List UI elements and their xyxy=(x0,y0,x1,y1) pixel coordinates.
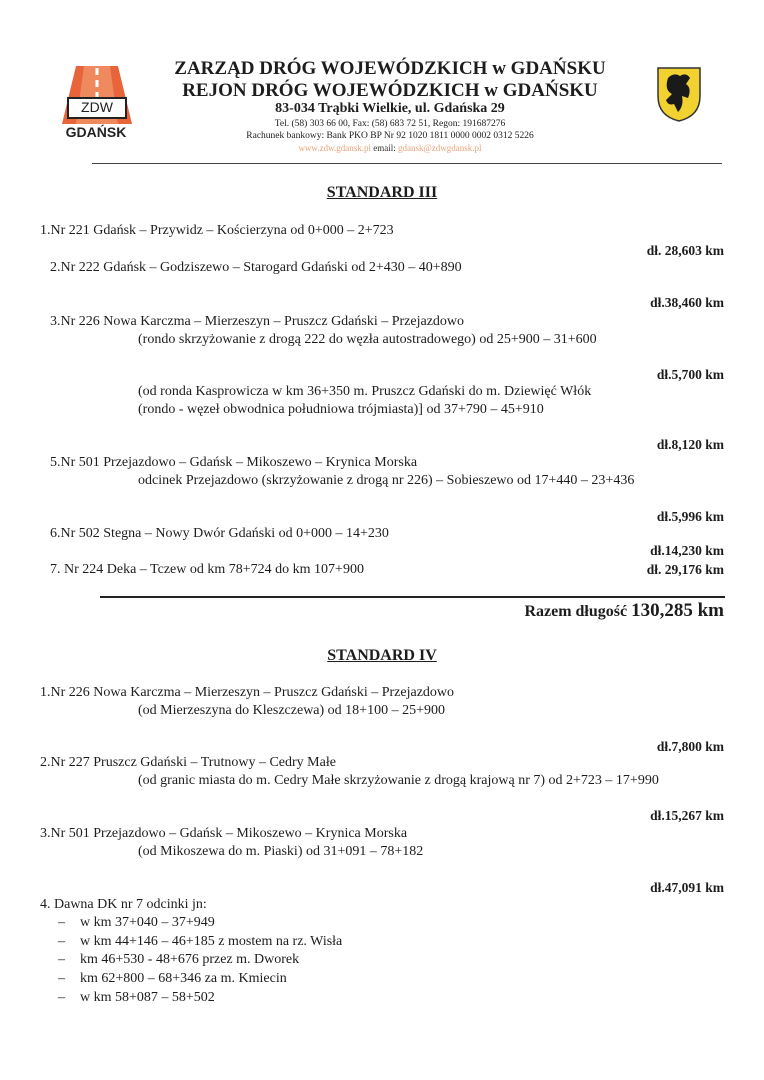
list-item: 3.Nr 226 Nowa Karczma – Mierzeszyn – Pruszcz Gdański – Przejazdowo xyxy=(50,314,465,329)
list-item: 1.Nr 226 Nowa Karczma – Mierzeszyn – Pruszcz Gdański – Przejazdowo xyxy=(40,685,455,700)
length-value: dł. 28,603 km xyxy=(646,243,724,258)
list-item: 2.Nr 227 Pruszcz Gdański – Trutnowy – Cedry Małe xyxy=(40,755,336,770)
dash-bullet: – xyxy=(58,934,65,949)
org-address: 83-034 Trąbki Wielkie, ul. Gdańska 29 xyxy=(275,101,505,116)
section-item: – w km 58+087 – 58+502 xyxy=(58,990,215,1005)
standard-4-heading: STANDARD IV xyxy=(327,647,437,664)
list-item: (rondo skrzyżowanie z drogą 222 do węzła autostradowego) od 25+900 – 31+600 xyxy=(138,332,597,347)
list-item: (od Mikoszewa do m. Piaski) od 31+091 – 78+182 xyxy=(138,844,424,859)
list-item: 3.Nr 501 Przejazdowo – Gdańsk – Mikoszewo – Krynica Morska xyxy=(40,826,408,841)
dash-bullet: – xyxy=(58,952,65,967)
org-bank: Rachunek bankowy: Bank PKO BP Nr 92 1020 1811 0000 0002 0312 5226 xyxy=(246,131,534,141)
org-title-line2: REJON DRÓG WOJEWÓDZKICH w GDAŃSKU xyxy=(182,80,598,101)
section-item: – w km 44+146 – 46+185 z mostem na rz. Wisła xyxy=(58,934,343,949)
list-item: 7. Nr 224 Deka – Tczew od km 78+724 do km 107+900 xyxy=(50,562,364,577)
list-item: 6.Nr 502 Stegna – Nowy Dwór Gdański od 0+000 – 14+230 xyxy=(50,526,389,541)
dash-bullet: – xyxy=(58,915,65,930)
length-value: dł.47,091 km xyxy=(650,880,724,895)
email-label: email: xyxy=(373,143,396,153)
length-value: dł.15,267 km xyxy=(650,808,724,823)
list-item: (od Mierzeszyna do Kleszczewa) od 18+100 – 25+900 xyxy=(138,703,445,718)
list-item: 4. Dawna DK nr 7 odcinki jn: xyxy=(40,897,207,912)
org-title-line1: ZARZĄD DRÓG WOJEWÓDZKICH w GDAŃSKU xyxy=(174,58,606,79)
length-value: dł.8,120 km xyxy=(656,437,724,452)
total-value: 130,285 km xyxy=(631,600,724,621)
org-email[interactable]: gdansk@zdwgdansk.pl xyxy=(398,143,482,153)
list-item: (od granic miasta do m. Cedry Małe skrzyżowanie z drogą krajową nr 7) od 2+723 – 17+990 xyxy=(138,773,659,788)
total-label: Razem długość xyxy=(524,603,628,620)
list-item: (od ronda Kasprowicza w km 36+350 m. Pruszcz Gdański do m. Dziewięć Włók xyxy=(138,384,592,399)
list-item: 2.Nr 222 Gdańsk – Godziszewo – Starogard Gdański od 2+430 – 40+890 xyxy=(50,260,462,275)
header-divider xyxy=(92,163,722,164)
length-value: dł.14,230 km xyxy=(650,543,724,558)
section-item: – w km 37+040 – 37+949 xyxy=(58,915,215,930)
total-divider xyxy=(100,596,725,598)
total-length xyxy=(524,600,724,622)
griffin-crest-icon xyxy=(656,66,702,122)
list-item: odcinek Przejazdowo (skrzyżowanie z drogą nr 226) – Sobieszewo od 17+440 – 23+436 xyxy=(138,473,635,488)
list-item: 1.Nr 221 Gdańsk – Przywidz – Kościerzyna od 0+000 – 2+723 xyxy=(40,223,394,238)
length-value: dł.5,700 km xyxy=(656,367,724,382)
org-contact xyxy=(150,143,630,153)
length-value: dł.5,996 km xyxy=(656,509,724,524)
length-value: dł.38,460 km xyxy=(650,295,724,310)
length-value: dł.7,800 km xyxy=(656,739,724,754)
section-item: – km 62+800 – 68+346 za m. Kmiecin xyxy=(58,971,287,986)
list-item: (rondo - węzeł obwodnica południowa trójmiasta)] od 37+790 – 45+910 xyxy=(138,402,544,417)
org-phones: Tel. (58) 303 66 00, Fax: (58) 683 72 51, Regon: 191687276 xyxy=(274,119,506,129)
list-item: 5.Nr 501 Przejazdowo – Gdańsk – Mikoszewo – Krynica Morska xyxy=(50,455,418,470)
org-website[interactable]: www.zdw.gdansk.pl xyxy=(298,143,372,153)
dash-bullet: – xyxy=(58,990,65,1005)
length-value: dł. 29,176 km xyxy=(646,562,724,577)
logo-text: ZDW xyxy=(81,99,113,115)
dash-bullet: – xyxy=(58,971,65,986)
standard-3-heading: STANDARD III xyxy=(326,184,438,201)
logo-city: GDAŃSK xyxy=(65,124,127,140)
section-item: – km 46+530 - 48+676 przez m. Dworek xyxy=(58,952,300,967)
